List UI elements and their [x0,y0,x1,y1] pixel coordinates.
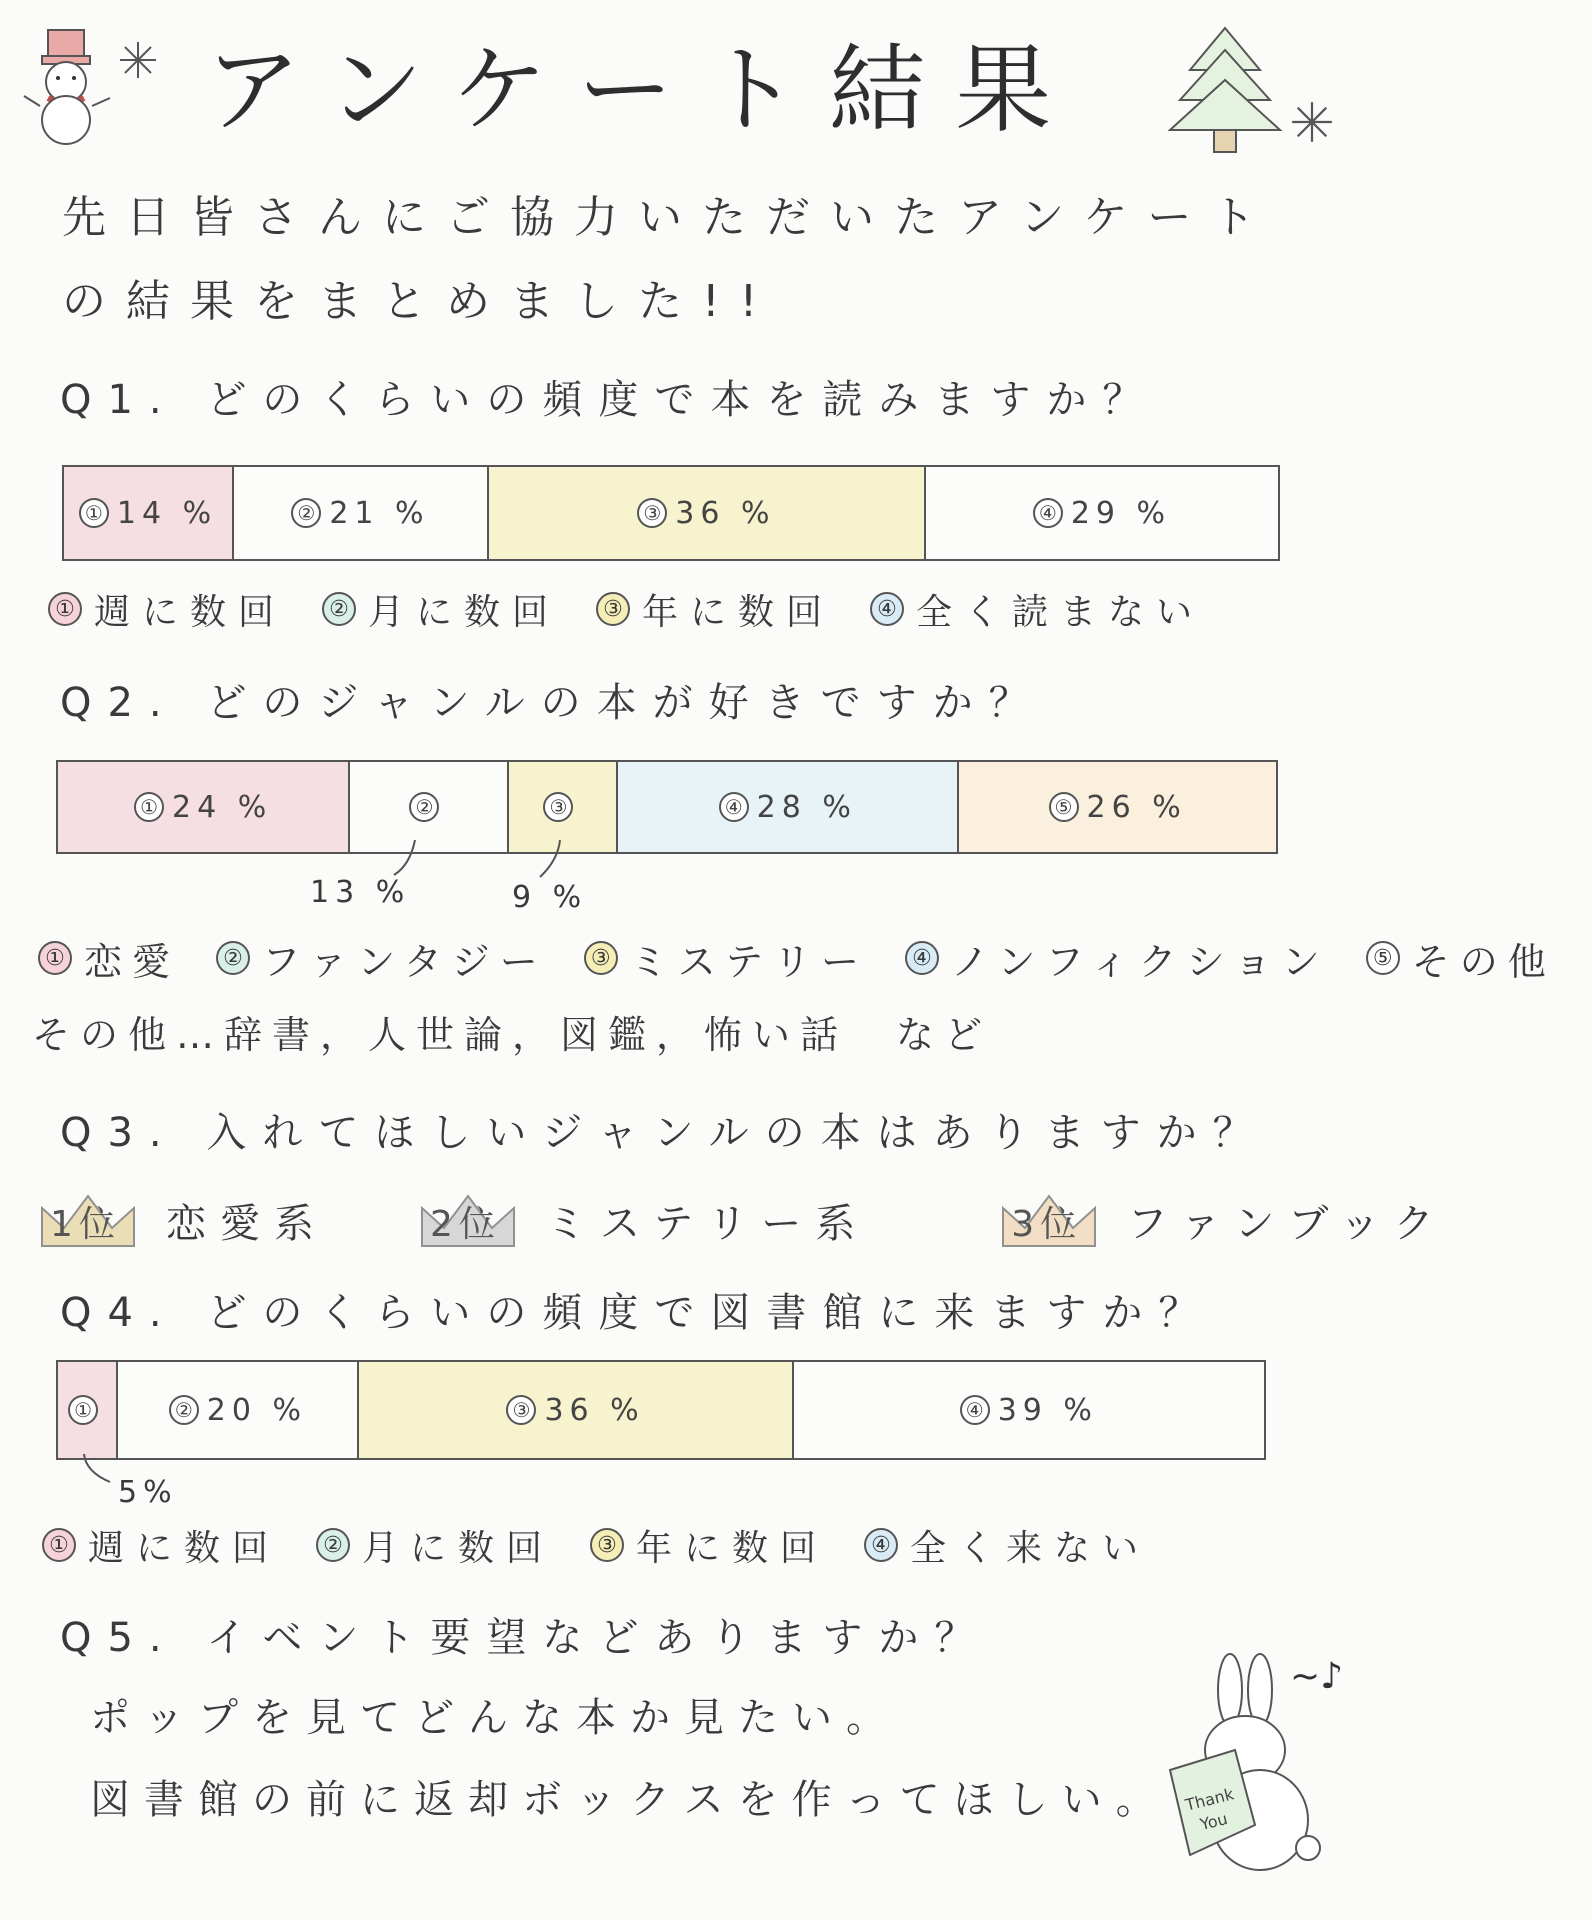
q1-legend-item [48,584,286,635]
q2-legend-text: その他 [1411,939,1556,984]
q4-legend-item [316,1520,554,1571]
q4-segment-marker: ① [68,1395,98,1425]
q4-bar-chart [56,1360,1266,1460]
q2-bar-chart [56,760,1278,854]
q2-legend-item [1366,931,1556,986]
q2-segment-1 [58,762,350,852]
q2-segment-marker: ② [409,792,439,822]
q3-rank-text: ファンブック [1127,1200,1448,1247]
q4-legend-marker: ② [316,1528,350,1562]
q2-segment-marker: ④ [719,792,749,822]
q1-segment-marker: ④ [1033,498,1063,528]
snowman-icon [18,18,138,148]
q2-segment-label: 28 % [756,789,857,825]
q2-callout-lines [380,815,580,885]
q1-segment-3 [489,467,926,559]
q1-question: Q1. どのくらいの頻度で本を読みますか？ [60,377,1159,423]
q1-legend [48,584,1240,634]
q4-segment-marker: ② [169,1395,199,1425]
q1-legend-item [322,584,560,635]
q1-legend-item [596,584,834,635]
q2-legend-marker: ② [216,941,250,975]
q2-legend-marker: ① [38,941,72,975]
q4-callout-line [80,1450,120,1490]
crown-icon [418,1190,518,1250]
q4-segment-1 [58,1362,118,1458]
book-text-thank: Thank [1183,1784,1236,1815]
q4-segment-marker: ③ [506,1395,536,1425]
page-title: アンケート結果 [205,34,1082,146]
q2-segment-4 [618,762,959,852]
q1-legend-marker: ② [322,592,356,626]
q4-segment-label: 36 % [544,1392,645,1428]
q2-legend-text: ノンフィクション [951,939,1330,984]
q1-segment-label: 21 % [329,495,430,531]
q3-rank-text: ミステリー系 [546,1200,870,1247]
q2-legend-item [905,931,1330,986]
q3-rank-label: 3位 [1011,1204,1083,1245]
q3-rank-item [999,1190,1447,1250]
q1-segment-marker: ① [79,498,109,528]
q1-legend-item [870,584,1204,635]
q3-question: Q3. 入れてほしいジャンルの本はありますか？ [60,1110,1269,1156]
q4-legend-text: 月に数回 [362,1527,555,1569]
q4-segment-3 [359,1362,793,1458]
crown-icon [999,1190,1099,1250]
q3-rank-text: 恋愛系 [166,1200,328,1247]
snowflake-icon [118,40,158,80]
q3-rank-item [418,1190,869,1250]
q4-segment-label: 39 % [997,1392,1098,1428]
q2-legend-item [216,931,548,986]
q2-legend-text: 恋愛 [84,939,181,984]
q3-rank-item [38,1190,328,1250]
q5-answer-1: ポップを見てどんな本か見たい。 [90,1695,900,1741]
q2-segment-label: 24 % [172,789,273,825]
book-text-you: You [1198,1808,1230,1835]
q4-legend-text: 全く来ない [910,1527,1151,1569]
q1-legend-text: 月に数回 [368,591,561,633]
q4-legend-item [42,1520,280,1571]
q1-legend-text: 週に数回 [94,591,287,633]
q4-legend-marker: ③ [590,1528,624,1562]
q4-segment-marker: ④ [960,1395,990,1425]
q4-segment-label: 20 % [206,1392,307,1428]
q4-legend-item [864,1520,1150,1571]
q5-question: Q5. イベント要望などありますか？ [60,1615,991,1661]
q3-rank-label: 1位 [50,1204,121,1245]
q3-ranking [38,1180,1448,1260]
q2-segment-marker: ① [134,792,164,822]
q2-other-note: その他…辞書，人世論，図鑑，怖い話 など [32,1013,993,1057]
q2-legend-marker: ⑤ [1366,941,1400,975]
q4-legend-text: 週に数回 [88,1527,281,1569]
q1-segment-4 [926,467,1278,559]
q2-segment-marker: ⑤ [1049,792,1079,822]
q3-rank-label: 2位 [430,1204,501,1245]
q2-callout-3: 9 % [512,880,588,915]
q1-legend-text: 年に数回 [642,591,835,633]
q1-segment-label: 14 % [116,495,218,531]
q2-legend-marker: ④ [905,941,939,975]
q2-segment-5 [959,762,1276,852]
intro-line-2: の結果をまとめました!! [62,276,778,327]
snowflake-icon [1290,100,1334,144]
q4-legend-item [590,1520,828,1571]
q1-segment-label: 36 % [675,495,776,531]
q1-bar-chart [62,465,1280,561]
q2-legend-item [584,931,869,986]
q2-segment-label: 26 % [1086,789,1187,825]
q2-question: Q2. どのジャンルの本が好きですか？ [60,680,1045,726]
q1-legend-marker: ④ [870,592,904,626]
crown-icon [38,1190,138,1250]
q1-segment-1 [64,467,234,559]
q4-callout-1: 5% [118,1475,178,1510]
q4-segment-2 [118,1362,359,1458]
music-note-icon: ~♪ [1290,1656,1344,1697]
q4-question: Q4. どのくらいの頻度で図書館に来ますか？ [60,1290,1215,1336]
q2-legend-text: ファンタジー [262,939,548,984]
q1-legend-marker: ① [48,592,82,626]
q2-legend-marker: ③ [584,941,618,975]
q4-segment-4 [794,1362,1264,1458]
q1-segment-2 [234,467,489,559]
q4-legend-marker: ④ [864,1528,898,1562]
q2-legend [38,930,1592,986]
q1-segment-marker: ② [291,498,321,528]
q2-segment-marker: ③ [543,792,573,822]
q2-callout-2: 13 % [310,875,411,910]
q2-legend-item [38,931,180,986]
q1-segment-marker: ③ [637,498,667,528]
q1-legend-text: 全く読まない [916,591,1205,633]
intro-line-1: 先日皆さんにご協力いただいたアンケート [62,192,1276,243]
q4-legend-marker: ① [42,1528,76,1562]
q1-legend-marker: ③ [596,592,630,626]
q4-legend-text: 年に数回 [636,1527,829,1569]
tree-icon [1160,20,1290,160]
q5-answer-2: 図書館の前に返却ボックスを作ってほしい。 [90,1777,1170,1823]
q2-legend-text: ミステリー [629,939,869,984]
q4-legend [42,1520,1186,1570]
q1-segment-label: 29 % [1070,495,1172,531]
